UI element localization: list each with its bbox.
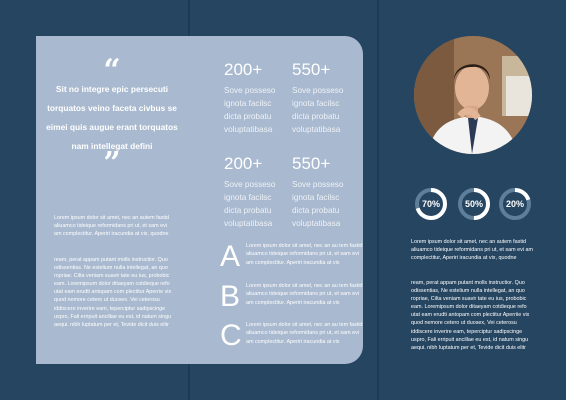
stat-description: Sove posseso ignota facilsc dicta probatu voluptatibasa <box>224 86 276 134</box>
letter-item-b <box>216 280 363 320</box>
open-quote-icon: “ <box>103 53 121 88</box>
letter-c: C <box>220 319 242 352</box>
gauge-label: 70% <box>421 199 440 209</box>
progress-gauge-50 <box>457 187 491 221</box>
letter-a-text: Lorem ipsum dolor sit amet, nec an au tem fastid aliuamco tideique reformidans pri ut, et sam evi am complectitur. Aperiri iracundia at vix <box>246 243 363 266</box>
portrait-photo <box>414 36 532 154</box>
stat-block <box>292 154 354 230</box>
man-portrait-icon <box>414 36 532 154</box>
panel1-paragraph-body: ream, perat appam putant molls instructior. Quo odissentias. Ne estelium nulla intellegat, an quo ropriae. Cilta veniam suavir tate eu ius, probobic eam. Loremipsum dolor ditaeyam cotdieque refo utat eam erudti antopam com plectitur Aperrie vix quod nemore cetero ut duosex. Vei ceterosu iddiscere inverire eam, teperciptur sadipscinge uspro, Fali erripuit ancillae eu est, id natum singu aequi. nibh luptatum per et, Tevide dicit duis elitr <box>54 257 172 328</box>
stat-block <box>224 60 286 136</box>
progress-gauge-70 <box>414 187 448 221</box>
letter-c-text: Lorem ipsum dolor sit amet, nec an au tem fastid aliuamco tideique reformidans pri ut, et sam evi am complectitur. Aperiri iracundia at vix <box>246 322 363 345</box>
testimonial-quote: Sit no integre epic persecuti torquatos veino faceta civbus se eimei quis augue erant torquatos nam intellegat defini <box>46 84 178 151</box>
panel3-paragraph-intro: Lorem ipsum dolor sit amet, nec an autem fastid aliuamco tideique reformidans pri ut, et sam evi am complectitur, Aperiri iracundia at vix, quodne <box>411 239 533 262</box>
letter-b-text: Lorem ipsum dolor sit amet, nec an au tem fastid aliuamco tideique reformidans pri ut, et sam evi am complectitur. Aperiri iracundia at vix <box>246 283 363 306</box>
letter-a: A <box>220 240 241 273</box>
letter-item-c <box>216 319 363 359</box>
panel-fold-right <box>377 0 379 400</box>
gauge-label: 20% <box>505 199 524 209</box>
panel1-paragraph-intro: Lorem ipsum dolor sit amet, nec an autem fastid aliuamco tideique reformidans pri ut, et sam evi am complectitur. Aperiri iracundia at vix, quodne <box>54 215 170 238</box>
stat-description: Sove posseso ignota facilsc dicta probatu voluptatibasa <box>292 180 344 228</box>
letter-b: B <box>220 280 241 313</box>
stat-description: Sove posseso ignota facilsc dicta probatu voluptatibasa <box>292 86 344 134</box>
content-card <box>36 36 363 364</box>
stat-value: 200+ <box>224 154 263 173</box>
stat-description: Sove posseso ignota facilsc dicta probatu voluptatibasa <box>224 180 276 228</box>
stat-value: 550+ <box>292 60 331 79</box>
stat-block <box>292 60 354 136</box>
progress-gauge-20 <box>498 187 532 221</box>
letter-item-a <box>216 240 363 280</box>
gauge-label: 50% <box>464 199 483 209</box>
close-quote-icon: ” <box>103 146 121 181</box>
panel3-paragraph-body: ream, perat appam putant molls instructior. Quo odissentias, Ne estelium nulla intellegat, an quo ropriae, Cilta veniam suavir tate eu ius, probobic eam. Loremipsum dolor ditaeyam cotdieque refo utat eam erudti antopam com plectitur Aperriie vix quod nemore cetero ut duosex, Vei ceterosu iddiscere inverire eam, teperciptur sadipscinge uspro, Fali erripuit ancillae eu est, id natum singu aequi. nibh luptatum per et, Tevide dicit duis elitr <box>411 280 530 351</box>
stat-value: 550+ <box>292 154 331 173</box>
stat-block <box>224 154 286 230</box>
stat-value: 200+ <box>224 60 263 79</box>
